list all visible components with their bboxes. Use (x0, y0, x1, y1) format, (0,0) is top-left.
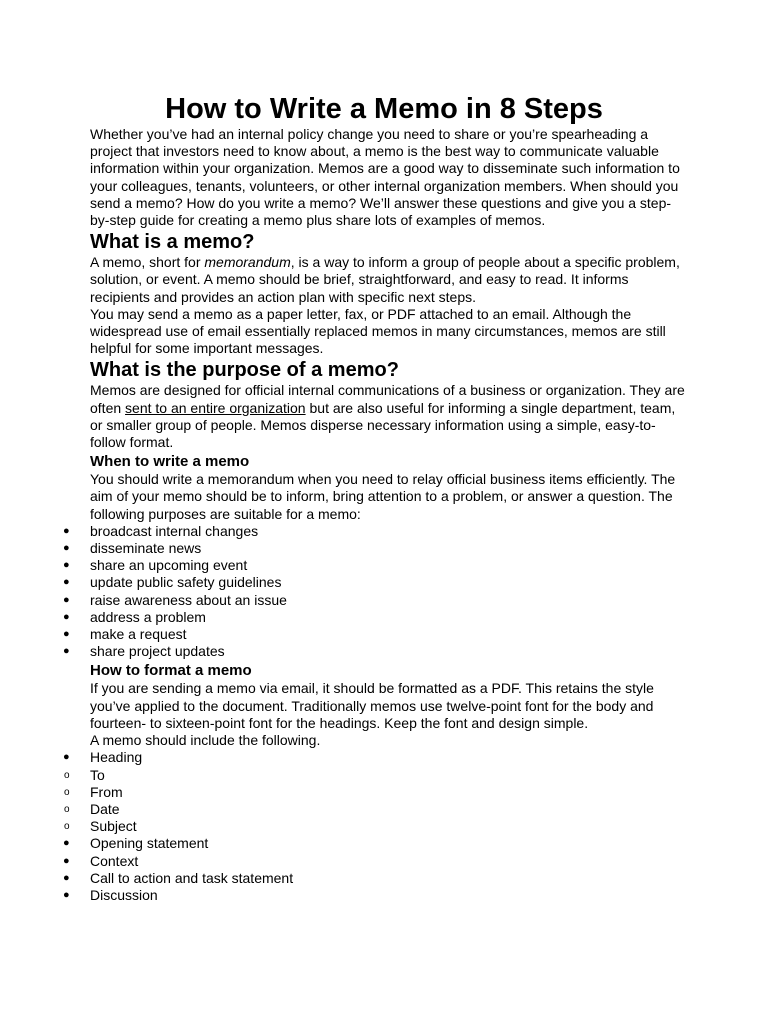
list-item-text: Discussion (90, 886, 158, 903)
list-item-text: Date (90, 800, 120, 817)
format-paragraph-2: A memo should include the following. (90, 732, 321, 749)
memo-parts-list (63, 749, 690, 904)
list-item-text: From (90, 783, 123, 800)
list-item (63, 852, 690, 870)
list-item (64, 818, 690, 835)
list-item (63, 591, 690, 609)
list-item (63, 835, 690, 852)
list-item (63, 574, 690, 591)
list-item-text: Subject (90, 818, 137, 835)
heading-what-is-a-memo: What is a memo? (90, 231, 255, 254)
list-item (63, 643, 690, 660)
format-paragraph-1: If you are sending a memo via email, it should be formatted as a PDF. This retains the style you’ve applied to the document. Traditionally memos use twelve-point font for the body and fourteen- to sixteen-point font for the headings. Keep the font and design simple. (90, 680, 654, 731)
list-item-text: raise awareness about an issue (90, 591, 287, 608)
list-item (63, 557, 690, 574)
intro-paragraph: Whether you’ve had an internal policy change you need to share or you’re spearheading a project that investors need to know about, a memo is the best way to communicate valuable information within your organization. Memos are a good way to disseminate such information to your colleagues, tenants, volunteers, or other internal organization members. When should you send a memo? How do you write a memo? We’ll answer these questions and give you a step-by-step guide for creating a memo plus share lots of examples of memos. (90, 126, 680, 229)
list-item-text: share project updates (90, 643, 225, 660)
what-p1-text-a: A memo, short for (90, 254, 205, 271)
bullet-icon: ● (63, 837, 70, 850)
what-p1-text-b: , is a way to inform a group of people about a specific problem, solution, or event. A memo should be brief, straightforward, and easy to read. It informs recipients and provides an action plan with specific next steps. (90, 254, 680, 305)
list-item (63, 869, 690, 887)
bullet-icon: ● (63, 542, 70, 555)
hollow-bullet-icon: o (64, 786, 70, 798)
list-item-text: address a problem (90, 608, 206, 625)
list-item-text: disseminate news (90, 540, 202, 557)
list-item (63, 626, 690, 643)
list-item-text: make a request (90, 626, 187, 643)
list-item (64, 766, 690, 784)
purposes-list (63, 522, 690, 661)
list-item-text: To (90, 766, 105, 783)
hollow-bullet-icon: o (64, 769, 70, 781)
list-item-text: Heading (90, 749, 143, 766)
list-item-text: update public safety guidelines (90, 574, 282, 591)
bullet-icon: ● (63, 524, 70, 537)
purpose-paragraph (90, 382, 690, 451)
bullet-icon: ● (63, 628, 70, 641)
list-item-text: share an upcoming event (90, 557, 248, 574)
hollow-bullet-icon: o (64, 803, 70, 815)
list-item (64, 783, 690, 801)
bullet-icon: ● (63, 751, 70, 764)
list-item (63, 522, 690, 540)
purpose-text-b: but are also useful for informing a single department, team, or smaller group of people. Memos disperse necessary information using a simple, easy-to-follow format. (90, 399, 676, 451)
heading-purpose-of-memo: What is the purpose of a memo? (90, 359, 399, 382)
heading-when-to-write: When to write a memo (90, 453, 250, 471)
bullet-icon: ● (63, 610, 70, 623)
when-paragraph: You should write a memorandum when you need to relay official business items efficiently. The aim of your memo should be to inform, bring attention to a problem, or answer a question. The following purposes are suitable for a memo: (90, 471, 676, 522)
entire-organization-link[interactable]: sent to an entire organization (125, 399, 306, 416)
list-item (63, 886, 690, 904)
bullet-icon: ● (63, 645, 70, 658)
bullet-icon: ● (63, 888, 70, 901)
bullet-icon: ● (63, 576, 70, 589)
document-body (63, 126, 690, 904)
list-item (63, 749, 690, 766)
bullet-icon: ● (63, 854, 70, 867)
heading-how-to-format: How to format a memo (90, 662, 252, 680)
list-item-text: Call to action and task statement (90, 869, 294, 886)
purpose-text-a: Memos are designed for official internal communications of a business or organization. They are often (90, 382, 685, 416)
list-item-text: broadcast internal changes (90, 522, 259, 539)
what-paragraph-2: You may send a memo as a paper letter, fax, or PDF attached to an email. Although the widespread use of email essentially replaced memos in many circumstances, memos are still helpful for some important messages. (90, 305, 666, 357)
list-item (63, 540, 690, 557)
list-item (63, 608, 690, 626)
list-item-text: Opening statement (90, 835, 209, 852)
bullet-icon: ● (63, 593, 70, 606)
bullet-icon: ● (63, 871, 70, 884)
memorandum-term: memorandum (204, 254, 291, 271)
list-item-text: Context (90, 852, 139, 869)
hollow-bullet-icon: o (64, 821, 70, 833)
what-paragraph-1 (90, 254, 690, 306)
bullet-icon: ● (63, 559, 70, 572)
list-item (64, 800, 690, 818)
page-title: How to Write a Memo in 8 Steps (165, 93, 603, 125)
